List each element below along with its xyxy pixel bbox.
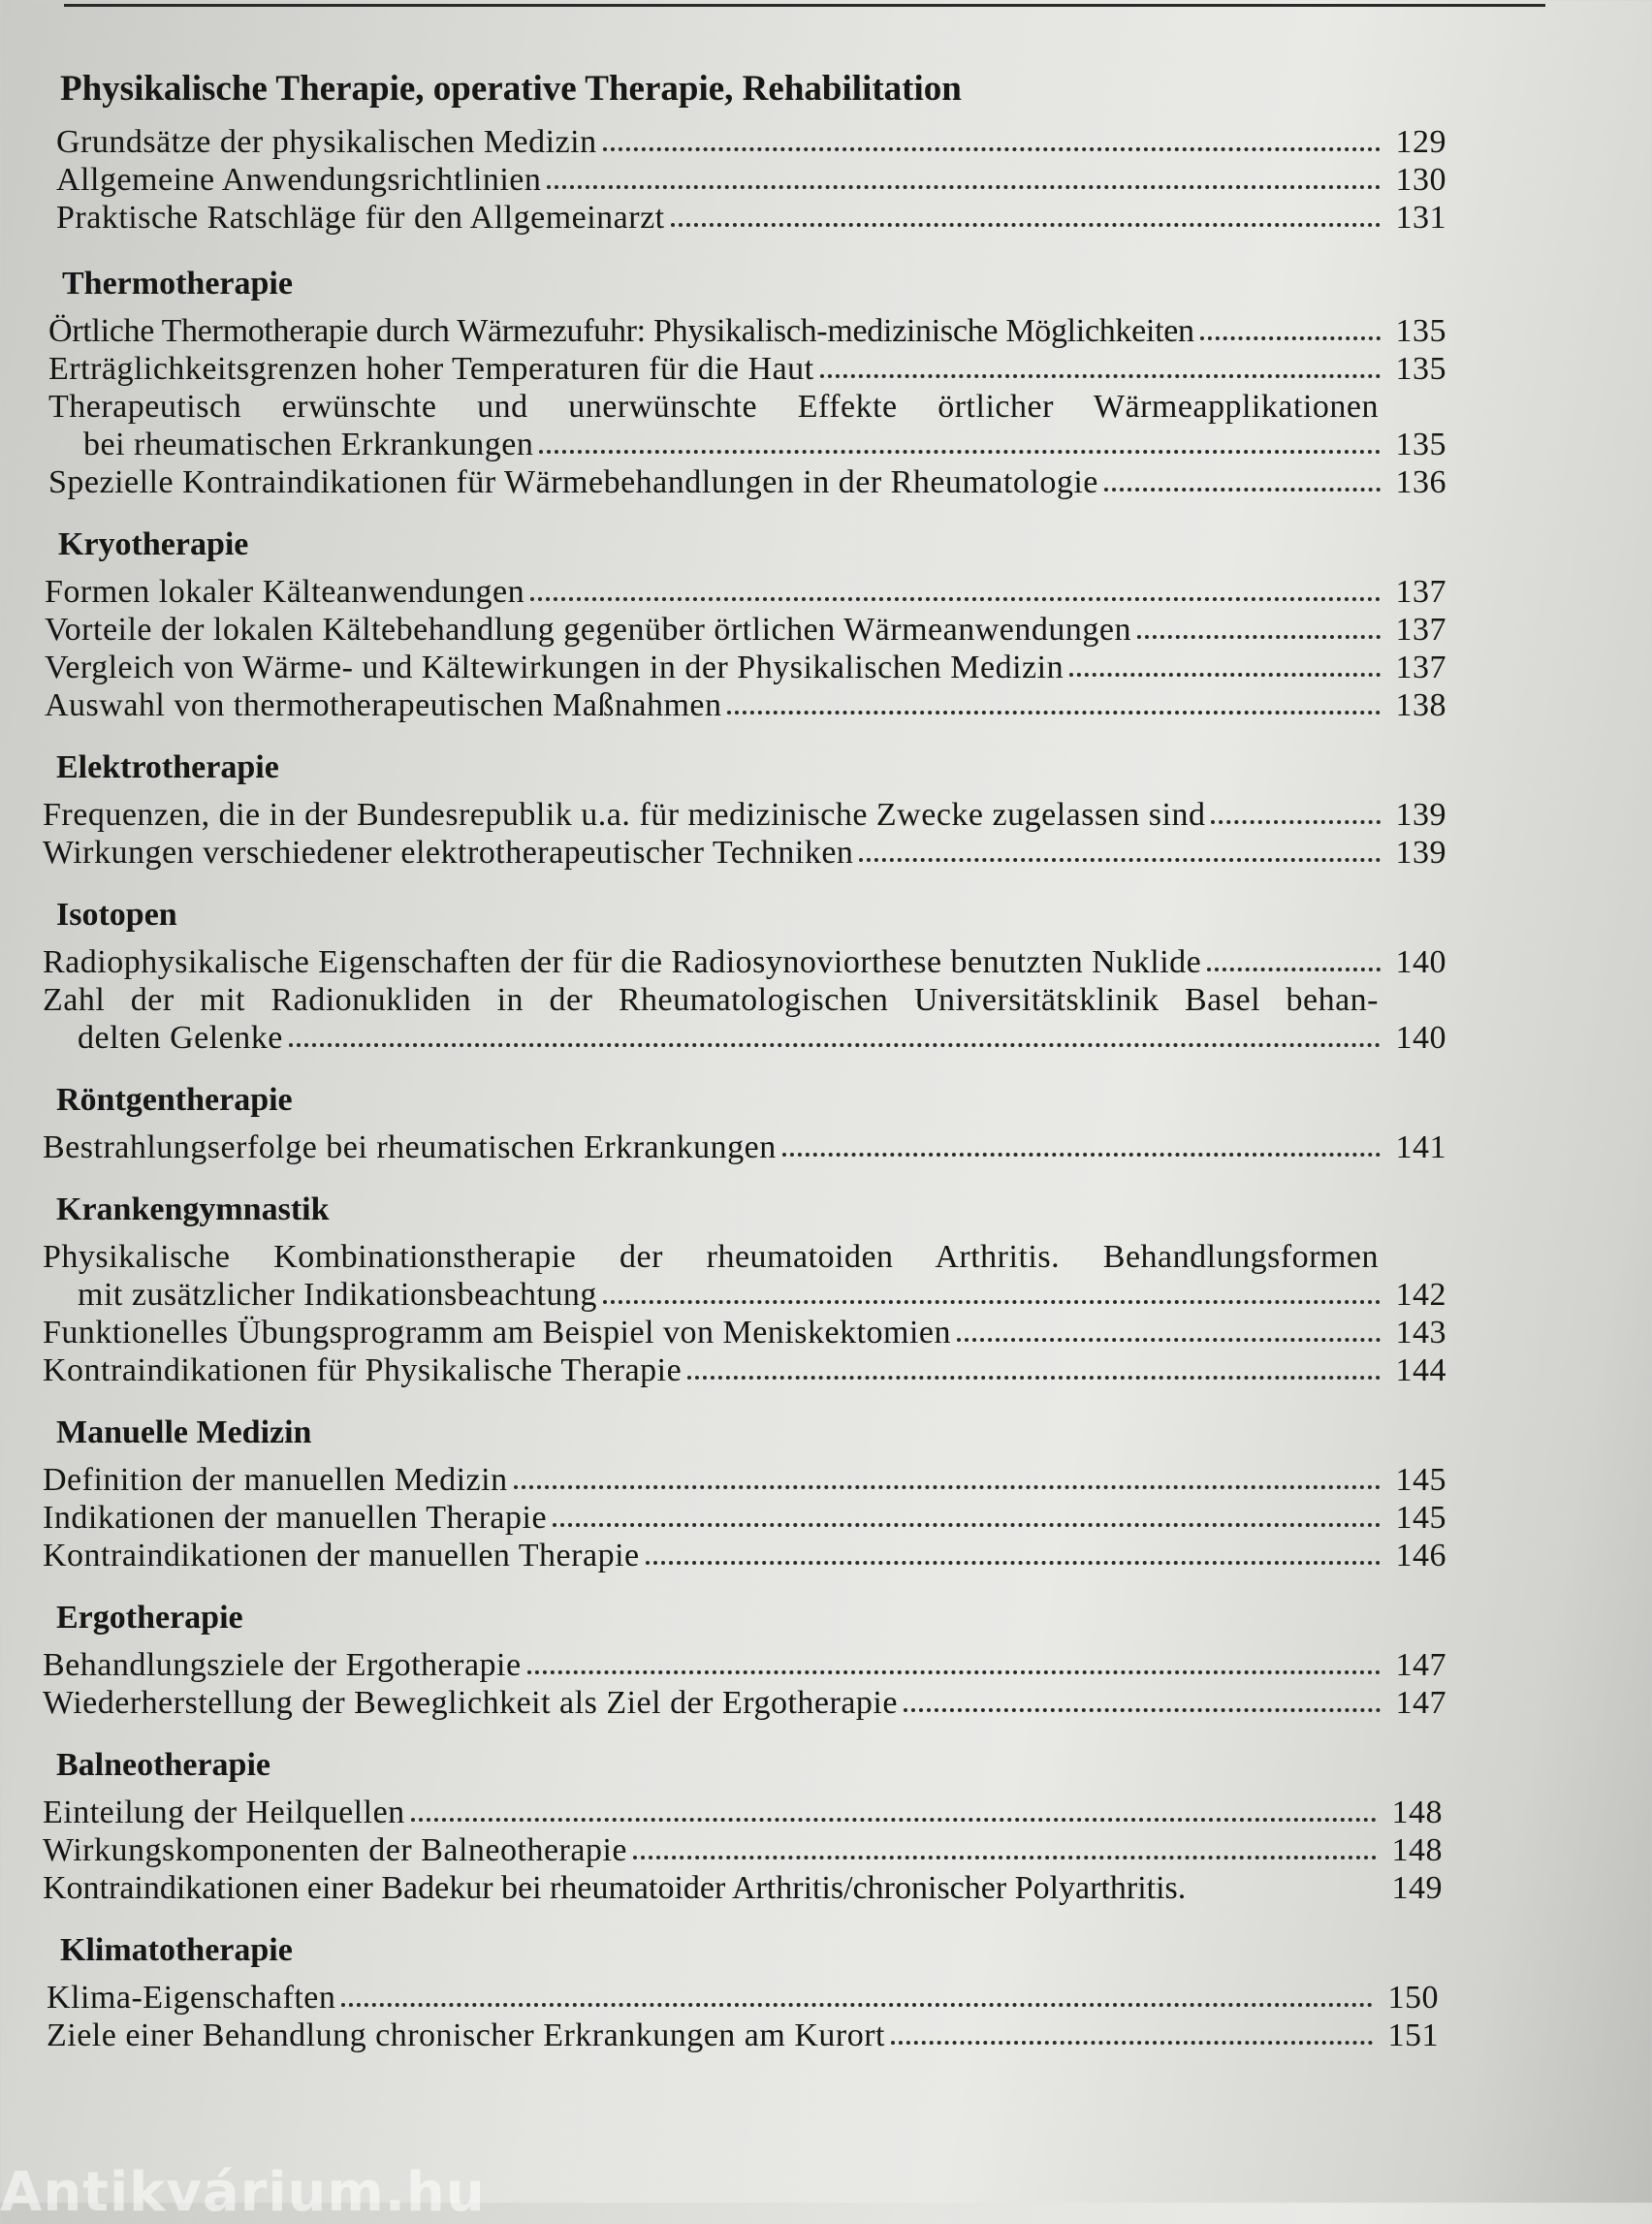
toc-entry-text: Praktische Ratschläge für den Allgemeinarzt	[56, 200, 665, 236]
toc-entry-text: Wirkungen verschiedener elektrotherapeutischer Techniken	[43, 835, 854, 871]
toc-entry	[56, 123, 1446, 161]
dot-leader	[530, 597, 1381, 601]
toc-entry-line1: Zahl der mit Radionukliden in der Rheumatologischen Universitätsklinik Basel behan-	[43, 982, 1379, 1018]
toc-entry	[56, 199, 1446, 237]
toc-entry-multiline	[48, 388, 1446, 463]
toc-entry-text: Klima-Eigenschaften	[47, 1980, 336, 2016]
toc-entry	[43, 1314, 1446, 1351]
page-title: Physikalische Therapie, operative Therapie, Rehabilitation	[60, 69, 962, 109]
toc-entry	[43, 796, 1446, 834]
section-heading: Thermotherapie	[62, 266, 293, 302]
toc-page-number: 147	[1395, 1647, 1446, 1683]
dot-leader	[514, 1485, 1381, 1489]
toc-entry	[43, 1794, 1443, 1831]
toc-page-number: 139	[1395, 835, 1446, 871]
dot-leader	[1211, 820, 1381, 824]
toc-page-number: 149	[1391, 1870, 1443, 1906]
toc-entry	[43, 1351, 1446, 1389]
toc-entry-text: Ziele einer Behandlung chronischer Erkrankungen am Kurort	[47, 2017, 885, 2053]
toc-entry	[47, 2017, 1439, 2054]
toc-page-number: 129	[1395, 124, 1446, 160]
dot-leader	[891, 2041, 1373, 2045]
toc-entry	[43, 1646, 1446, 1684]
section-isotopen	[43, 897, 1446, 1057]
toc-page-number: 131	[1395, 200, 1446, 236]
toc-entry-line2: mit zusätzlicher Indikationsbeachtung	[78, 1277, 597, 1313]
toc-page-number: 145	[1395, 1462, 1446, 1498]
dot-leader	[539, 450, 1381, 454]
dot-leader	[904, 1708, 1381, 1712]
toc-page-number: 146	[1395, 1538, 1446, 1573]
toc-page-number: 148	[1391, 1795, 1443, 1830]
section-krankengymnastik	[43, 1191, 1446, 1389]
toc-page-number: 143	[1395, 1315, 1446, 1350]
toc-entry-line1: Physikalische Kombinationstherapie der rheumatoiden Arthritis. Behandlungsformen	[43, 1239, 1379, 1275]
toc-entry-text: Kontraindikationen einer Badekur bei rheumatoider Arthritis/chronischer Polyarthritis.	[43, 1870, 1187, 1906]
toc-page-number: 140	[1395, 944, 1446, 980]
toc-page-number: 141	[1395, 1129, 1446, 1165]
section-heading: Ergotherapie	[56, 1600, 243, 1636]
section-heading: Krankengymnastik	[56, 1191, 330, 1227]
watermark: Antikvárium.hu	[0, 2161, 486, 2224]
toc-entry-text: Behandlungsziele der Ergotherapie	[43, 1647, 522, 1683]
toc-page-number: 135	[1395, 427, 1446, 462]
dot-leader	[603, 1300, 1381, 1304]
toc-entry	[47, 1979, 1439, 2017]
toc-entry	[43, 1128, 1446, 1166]
toc-entry-text: Einteilung der Heilquellen	[43, 1795, 405, 1830]
section-heading: Klimatotherapie	[60, 1932, 293, 1968]
toc-entry	[48, 463, 1446, 501]
section-thermotherapie	[48, 266, 1446, 501]
dot-leader	[727, 711, 1381, 715]
toc-entry-text: Allgemeine Anwendungsrichtlinien	[56, 162, 542, 198]
toc-page-number: 137	[1395, 612, 1446, 648]
section-heading: Isotopen	[56, 897, 177, 933]
toc-entry-text: Indikationen der manuellen Therapie	[43, 1500, 548, 1536]
toc-entry-text: Örtliche Thermotherapie durch Wärmezufuhr: Physikalisch-medizinische Möglichkeiten	[48, 313, 1194, 349]
toc-entry	[43, 1684, 1446, 1722]
toc-entry	[43, 1499, 1446, 1537]
toc-entry-line1: Therapeutisch erwünschte und unerwünschte Effekte örtlicher Wärmeapplikationen	[48, 389, 1379, 425]
section-heading: Röntgentherapie	[56, 1082, 293, 1118]
dot-leader	[957, 1338, 1381, 1342]
toc-entry-line2: delten Gelenke	[78, 1020, 283, 1056]
dot-leader	[859, 858, 1381, 862]
toc-entry-line2: bei rheumatischen Erkrankungen	[83, 427, 534, 462]
toc-entry-text: Funktionelles Übungsprogramm am Beispiel von Meniskektomien	[43, 1315, 952, 1350]
toc-entry-text: Grundsätze der physikalischen Medizin	[56, 124, 597, 160]
toc-page-number: 142	[1395, 1277, 1446, 1313]
toc-entry	[43, 1537, 1446, 1574]
section-elektrotherapie	[43, 749, 1446, 872]
toc-entry-text: Wirkungskomponenten der Balneotherapie	[43, 1832, 628, 1868]
dot-leader	[411, 1818, 1377, 1822]
toc-entry	[43, 1831, 1443, 1869]
toc-page-number: 135	[1395, 351, 1446, 387]
section-balneotherapie	[43, 1747, 1443, 1907]
section-heading: Elektrotherapie	[56, 749, 279, 785]
toc-entry	[43, 834, 1446, 872]
toc-entry	[48, 312, 1446, 350]
toc-page-number: 137	[1395, 650, 1446, 685]
section-klimatotherapie	[47, 1932, 1439, 2054]
dot-leader	[633, 1856, 1377, 1859]
toc-entry	[48, 350, 1446, 388]
toc-entry	[56, 161, 1446, 199]
section-manuelle-medizin	[43, 1414, 1446, 1574]
toc-page-number: 130	[1395, 162, 1446, 198]
toc-page-number: 139	[1395, 797, 1446, 833]
toc-page-number: 135	[1395, 313, 1446, 349]
dot-leader	[1104, 488, 1381, 492]
toc-entry-text: Vorteile der lokalen Kältebehandlung gegenüber örtlichen Wärmeanwendungen	[45, 612, 1131, 648]
toc-entry	[43, 1869, 1443, 1907]
toc-entry-text: Definition der manuellen Medizin	[43, 1462, 508, 1498]
toc-entry	[45, 686, 1446, 724]
toc-entry-text: Kontraindikationen der manuellen Therapie	[43, 1538, 640, 1573]
dot-leader	[646, 1561, 1381, 1565]
toc-entry-text: Radiophysikalische Eigenschaften der für die Radiosynoviorthese benutzten Nuklide	[43, 944, 1202, 980]
section-ergotherapie	[43, 1600, 1446, 1722]
toc-entry-multiline	[43, 981, 1446, 1057]
dot-leader	[671, 223, 1381, 227]
section-kryotherapie	[45, 526, 1446, 724]
toc-page-number: 148	[1391, 1832, 1443, 1868]
dot-leader	[1137, 635, 1381, 639]
dot-leader	[341, 2003, 1373, 2007]
toc-entry-text: Spezielle Kontraindikationen für Wärmebehandlungen in der Rheumatologie	[48, 464, 1098, 500]
section-roentgentherapie	[43, 1082, 1446, 1166]
dot-leader	[782, 1153, 1381, 1157]
toc-entry-text: Erträglichkeitsgrenzen hoher Temperaturen für die Haut	[48, 351, 814, 387]
toc-entry-text: Auswahl von thermotherapeutischen Maßnahmen	[45, 687, 722, 723]
toc-entry	[43, 943, 1446, 981]
toc-page-number: 136	[1395, 464, 1446, 500]
toc-entry-text: Kontraindikationen für Physikalische Therapie	[43, 1352, 683, 1388]
section-heading: Manuelle Medizin	[56, 1414, 312, 1450]
toc-page-number: 145	[1395, 1500, 1446, 1536]
toc-page-number: 140	[1395, 1020, 1446, 1056]
dot-leader	[1207, 968, 1381, 971]
top-rule	[64, 4, 1545, 7]
toc-page-number: 150	[1387, 1980, 1439, 2016]
dot-leader	[820, 374, 1381, 378]
toc-page-number: 137	[1395, 574, 1446, 610]
section-heading: Kryotherapie	[58, 526, 249, 562]
toc-page-number: 144	[1395, 1352, 1446, 1388]
toc-page	[39, 68, 1446, 2080]
dot-leader	[527, 1670, 1381, 1674]
toc-entry	[45, 611, 1446, 649]
toc-page-number: 147	[1395, 1685, 1446, 1721]
toc-entry	[43, 1461, 1446, 1499]
toc-entry-text: Wiederherstellung der Beweglichkeit als Ziel der Ergotherapie	[43, 1685, 898, 1721]
toc-entry	[45, 573, 1446, 611]
section-physikalische-therapie	[39, 68, 1446, 237]
dot-leader	[1069, 673, 1381, 677]
toc-entry	[45, 649, 1446, 686]
dot-leader	[1200, 336, 1381, 340]
toc-entry-text: Frequenzen, die in der Bundesrepublik u.a. für medizinische Zwecke zugelassen sind	[43, 797, 1206, 833]
dot-leader	[289, 1043, 1381, 1047]
dot-leader	[687, 1376, 1381, 1380]
toc-page-number: 138	[1395, 687, 1446, 723]
dot-leader	[603, 147, 1381, 151]
toc-entry-text: Formen lokaler Kälteanwendungen	[45, 574, 525, 610]
dot-leader	[547, 185, 1381, 189]
toc-entry-text: Vergleich von Wärme- und Kältewirkungen in der Physikalischen Medizin	[45, 650, 1064, 685]
dot-leader	[553, 1523, 1381, 1527]
toc-entry-text: Bestrahlungserfolge bei rheumatischen Erkrankungen	[43, 1129, 777, 1165]
toc-entry-multiline	[43, 1238, 1446, 1314]
toc-page-number: 151	[1387, 2017, 1439, 2053]
section-heading: Balneotherapie	[56, 1747, 270, 1783]
